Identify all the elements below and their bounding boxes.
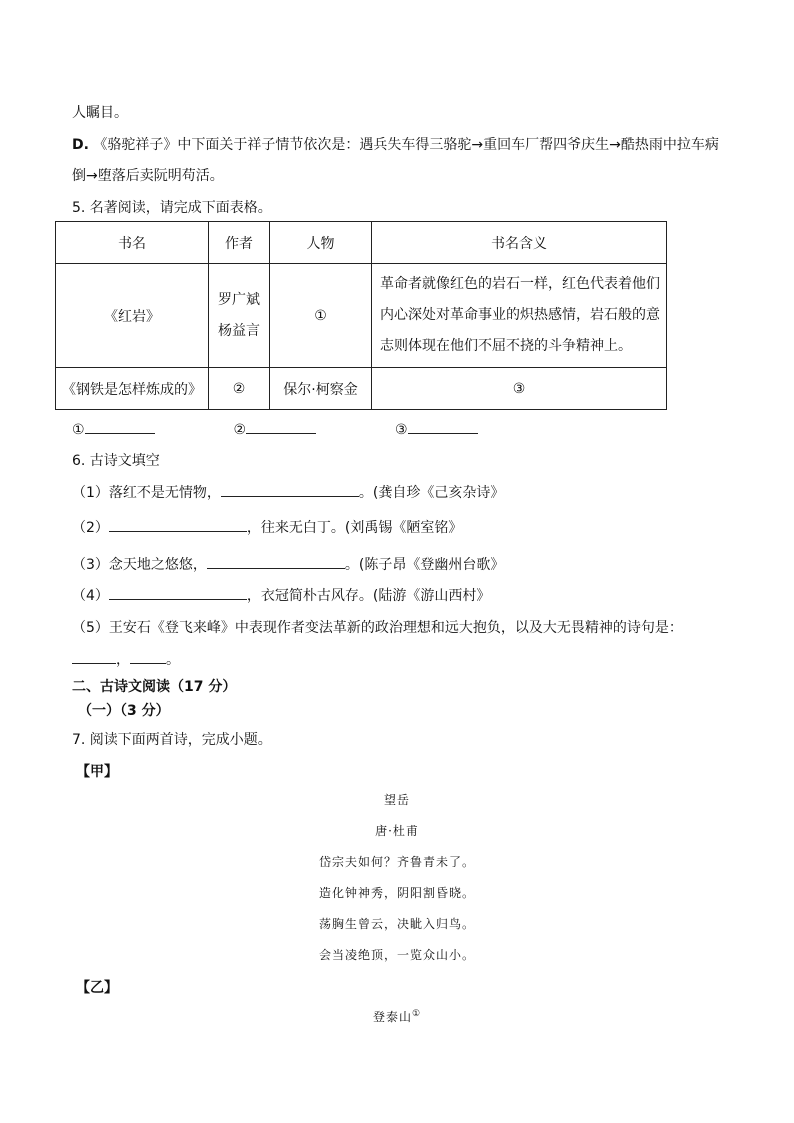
poem1-author: 唐·杜甫 xyxy=(375,824,419,838)
section2-sub: （一）（3 分） xyxy=(78,703,170,719)
q6-item5-sep: ， xyxy=(116,652,130,668)
header-book: 书名 xyxy=(56,222,209,264)
poem2-footnote-mark[interactable]: ① xyxy=(411,1009,422,1019)
q6-item2-blank[interactable] xyxy=(109,517,247,532)
q6-item4-post: ，衣冠简朴古风存。(陆游《游山西村》 xyxy=(246,588,491,604)
q6-item3-post: 。(陈子昂《登幽州台歌》 xyxy=(344,557,505,573)
row1-character: ① xyxy=(270,264,372,368)
book-table xyxy=(55,221,667,410)
q6-item3-pre: 念天地之悠悠， xyxy=(108,557,207,573)
q6-item5-num: （5） xyxy=(72,620,109,636)
q6-item5-blank2[interactable] xyxy=(130,649,166,664)
poem1-line2: 造化钟神秀，阴阳割昏晓。 xyxy=(318,886,475,900)
q6-item2 xyxy=(72,517,462,537)
header-author: 作者 xyxy=(209,222,270,264)
q6-item2-num: （2） xyxy=(72,520,109,536)
q6-item4-num: （4） xyxy=(72,588,109,604)
q6-item5-answers xyxy=(72,649,180,669)
poem2-title-text: 登泰山 xyxy=(372,1010,412,1024)
q6-item5-text: 王安石《登飞来峰》中表现作者变法革新的政治理想和远大抱负，以及大无畏精神的诗句是： xyxy=(108,620,683,636)
header-character: 人物 xyxy=(270,222,372,264)
q5-title: 5. 名著阅读，请完成下面表格。 xyxy=(72,200,272,216)
option-d-line1 xyxy=(72,134,719,154)
label-yi: 【乙】 xyxy=(76,980,118,996)
answer3-blank[interactable] xyxy=(408,419,478,434)
poem1-line4: 会当凌绝顶，一览众山小。 xyxy=(318,948,475,962)
q7-title: 7. 阅读下面两首诗，完成小题。 xyxy=(72,732,272,748)
row1-book: 《红岩》 xyxy=(56,264,209,368)
q6-item1-pre: 落红不是无情物， xyxy=(108,485,221,501)
q6-item1 xyxy=(72,482,504,502)
poem1-title: 望岳 xyxy=(383,793,410,807)
row1-author-line2: 杨益言 xyxy=(218,322,260,339)
q6-item4 xyxy=(72,585,490,605)
section2-title: 二、古诗文阅读（17 分） xyxy=(72,679,237,695)
option-d-line2: 倒→堕落后卖阮明苟活。 xyxy=(72,168,224,184)
header-meaning: 书名含义 xyxy=(372,222,667,264)
poem1-line1: 岱宗夫如何？齐鲁青未了。 xyxy=(318,855,475,869)
row1-meaning-line1: 革命者就像红色的岩石一样，红色代表着他们 xyxy=(380,276,660,292)
q6-item1-post: 。(龚自珍《己亥杂诗》 xyxy=(358,485,505,501)
row2-author: ② xyxy=(209,368,270,410)
row1-meaning-line3: 志则体现在他们不屈不挠的斗争精神上。 xyxy=(380,338,632,354)
answer3-label: ③ xyxy=(394,422,408,438)
answer2-blank[interactable] xyxy=(246,419,316,434)
q6-title: 6. 古诗文填空 xyxy=(72,453,160,469)
option-d-text1: 《骆驼祥子》中下面关于祥子情节依次是：遇兵失车得三骆驼→重回车厂帮四爷庆生→酷热雨中拉车病 xyxy=(93,137,719,153)
row1-meaning xyxy=(372,264,667,368)
answer2-label: ② xyxy=(233,422,247,438)
row2-character: 保尔·柯察金 xyxy=(270,368,372,410)
q6-item5 xyxy=(72,617,683,637)
label-jia: 【甲】 xyxy=(76,764,118,780)
q6-item3-blank[interactable] xyxy=(207,554,345,569)
q6-item4-blank[interactable] xyxy=(109,585,247,600)
poem1-line3: 荡胸生曾云，决眦入归鸟。 xyxy=(318,917,475,931)
q6-item2-post: ，往来无白丁。(刘禹锡《陋室铭》 xyxy=(246,520,463,536)
intro-line: 人瞩目。 xyxy=(72,105,128,121)
answer1-blank[interactable] xyxy=(85,419,155,434)
row1-author-line1: 罗广斌 xyxy=(218,291,260,308)
q6-item3 xyxy=(72,554,504,574)
q6-item3-num: （3） xyxy=(72,557,109,573)
row1-author xyxy=(209,264,270,368)
poem2-title xyxy=(0,1008,794,1025)
q6-item1-num: （1） xyxy=(72,485,109,501)
q5-answers xyxy=(72,419,478,438)
answer1-label: ① xyxy=(72,422,85,438)
row1-meaning-line2: 内心深处对革命事业的炽热感情，岩石般的意 xyxy=(380,307,660,323)
q6-item5-blank1[interactable] xyxy=(72,649,116,664)
q6-item5-end: 。 xyxy=(166,652,180,668)
option-d-label: D. xyxy=(72,137,89,153)
row2-book: 《钢铁是怎样炼成的》 xyxy=(56,368,209,410)
q6-item1-blank[interactable] xyxy=(221,482,359,497)
row2-meaning: ③ xyxy=(372,368,667,410)
